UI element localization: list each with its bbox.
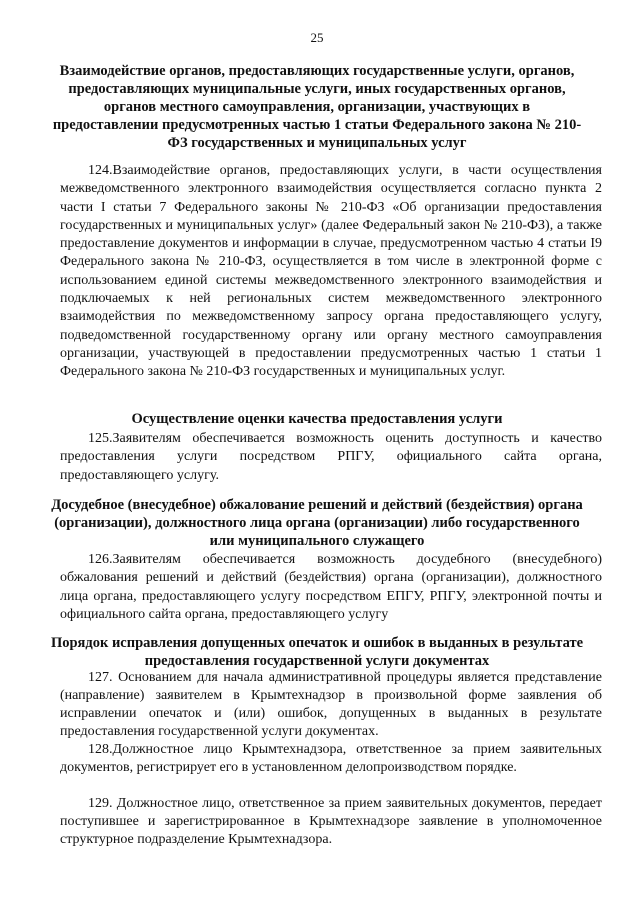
- section-heading-error-correction: Порядок исправления допущенных опечаток и ошибок в выданных в результате предоставления государственной услуги документах: [50, 635, 584, 669]
- paragraph-129: 129. Должностное лицо, ответственное за прием заявительных документов, передает поступившее и зарегистрированное в Крымтехнадзоре заявление в уполномоченное структурное подразделение Крымтехнадзора.: [60, 796, 602, 847]
- paragraph-127: 127. Основанием для начала административной процедуры является представление (направление) заявителем в Крымтехнадзор в произвольной форме заявления об исправлении опечаток и (или) ошибок, допущенных в выданных в результате предоставления государственной услуги документах.: [60, 670, 602, 739]
- paragraph-126: 126.Заявителям обеспечивается возможность досудебного (внесудебного) обжалования решений и действий (бездействия) органа (организации), должностного лица органа, предоставляющего услугу посредством ЕПГУ, РПГУ, электронной почты и официального сайта органа, предоставляющего услугу: [60, 552, 602, 622]
- paragraph-125: 125.Заявителям обеспечивается возможность оценить доступность и качество предоставления услуги посредством РПГУ, официального сайта органа, предоставляющего услугу.: [60, 431, 602, 483]
- section-heading-interaction: Взаимодействие органов, предоставляющих государственные услуги, органов, предоставляющих муниципальные услуги, иных государственных органов, органов местного самоуправления, организации, участвующих в предоставлении предусмотренных частью 1 статьи Федерального закона № 210-ФЗ государственных и муниципальных услуг: [52, 63, 582, 151]
- paragraph-124: 124.Взаимодействие органов, предоставляющих услуги, в части осуществления межведомственного электронного взаимодействия осуществляется согласно пункта 2 части I статьи 7 Федерального законы № 210-ФЗ «Об организации предоставления государственных и муниципальных услуг» (далее Федеральный закон № 210-ФЗ), а также предоставление документов и информации в случае, предусмотренном частью 4 статьи I9 Федерального закона № 210-ФЗ, осуществляется в том числе в электронной форме с использованием единой системы межведомственного электронного взаимодействия и подключаемых к ней региональных систем межведомственного электронного взаимодействия по межведомственному запросу органа предоставляющего услугу, подведомственной государственному органу или органу местного самоуправления организации, участвующей в предоставлении предусмотренных частью 1 статьи 1 Федерального закона № 210-ФЗ государственных и муниципальных услуг.: [60, 163, 602, 380]
- section-heading-quality-assessment: Осуществление оценки качества предоставления услуги: [131, 411, 503, 427]
- section-heading-pretrial-appeal: Досудебное (внесудебное) обжалование решений и действий (бездействия) органа (организации), должностного лица органа (организации) либо государственного или муниципального служащего: [51, 497, 583, 549]
- page-number: 25: [310, 30, 324, 45]
- paragraph-128: 128.Должностное лицо Крымтехнадзора, ответственное за прием заявительных документов, регистрирует его в установленном делопроизводством порядке.: [60, 742, 602, 775]
